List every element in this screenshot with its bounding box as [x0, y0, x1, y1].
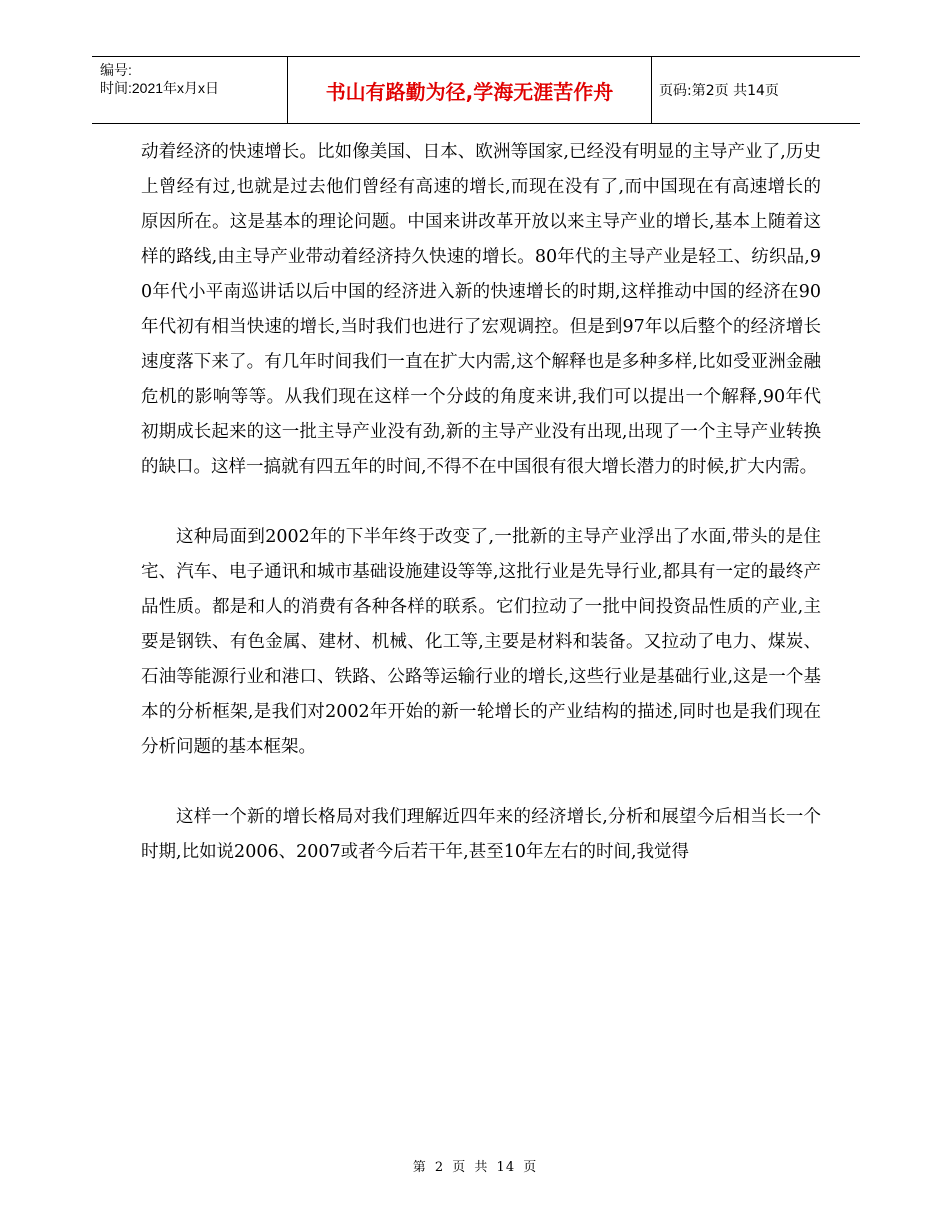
header-motto-cell [287, 57, 652, 123]
header-meta-cell [92, 57, 287, 123]
page-header [92, 56, 860, 124]
header-page-info: 页码:第2页 共14页 [659, 83, 779, 99]
document-body [141, 135, 821, 870]
header-page-cell [651, 57, 860, 123]
header-motto: 书山有路勤为径,学海无涯苦作舟 [325, 79, 614, 104]
header-number-label: 编号: [100, 62, 132, 78]
header-time-label: 时间:2021年x月x日 [100, 80, 220, 96]
paragraph-continued: 动着经济的快速增长。比如像美国、日本、欧洲等国家,已经没有明显的主导产业了,历史上曾经有过,也就是过去他们曾经有高速的增长,而现在没有了,而中国现在有高速增长的原因所在。这是基本的理论问题。中国来讲改革开放以来主导产业的增长,基本上随着这样的路线,由主导产业带动着经济持久快速的增长。80年代的主导产业是轻工、纺织品,90年代小平南巡讲话以后中国的经济进入新的快速增长的时期,这样推动中国的经济在90年代初有相当快速的增长,当时我们也进行了宏观调控。但是到97年以后整个的经济增长速度落下来了。有几年时间我们一直在扩大内需,这个解释也是多种多样,比如受亚洲金融危机的影响等等。从我们现在这样一个分歧的角度来讲,我们可以提出一个解释,90年代初期成长起来的这一批主导产业没有劲,新的主导产业没有出现,出现了一个主导产业转换的缺口。这样一搞就有四五年的时间,不得不在中国很有很大增长潜力的时候,扩大内需。 [141, 142, 821, 477]
page-footer: 第 2 页 共 14 页 [412, 1160, 538, 1175]
paragraph: 这种局面到2002年的下半年终于改变了,一批新的主导产业浮出了水面,带头的是住宅、汽车、电子通讯和城市基础设施建设等等,这批行业是先导行业,都具有一定的最终产品性质。都是和人的消费有各种各样的联系。它们拉动了一批中间投资品性质的产业,主要是钢铁、有色金属、建材、机械、化工等,主要是材料和装备。又拉动了电力、煤炭、石油等能源行业和港口、铁路、公路等运输行业的增长,这些行业是基础行业,这是一个基本的分析框架,是我们对2002年开始的新一轮增长的产业结构的描述,同时也是我们现在分析问题的基本框架。 [141, 527, 821, 757]
paragraph: 这样一个新的增长格局对我们理解近四年来的经济增长,分析和展望今后相当长一个时期,比如说2006、2007或者今后若干年,甚至10年左右的时间,我觉得 [141, 807, 821, 862]
